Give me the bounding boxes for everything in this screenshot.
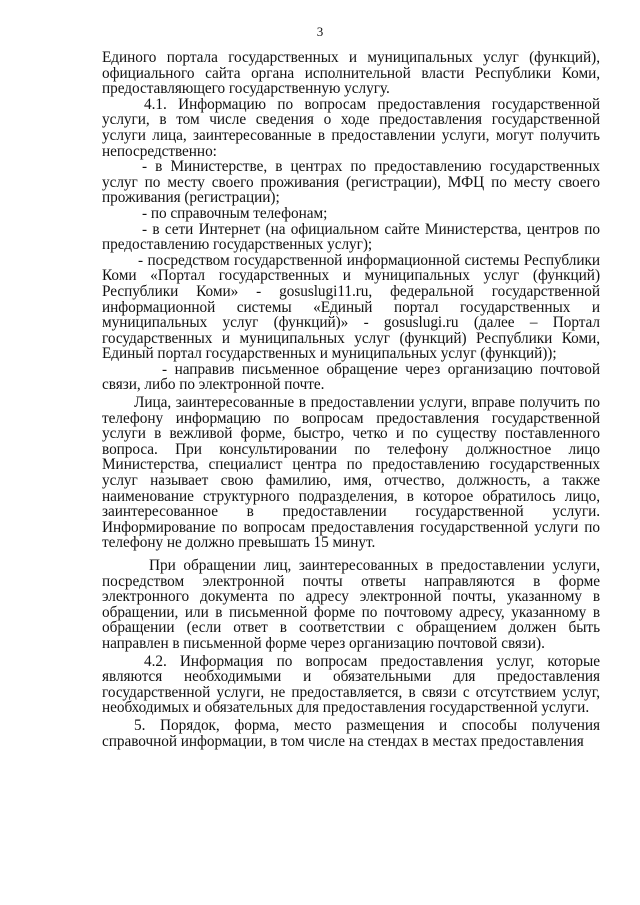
paragraph-4-1: 4.1. Информацию по вопросам предоставления государственной услуги, в том числе сведения о ходе предоставления государственной услуги лица, заинтересованные в предоставлении услуги, могут получить непосредственно: [102, 95, 600, 160]
page-number: 3 [316, 24, 324, 39]
list-item-ministry: - в Министерстве, в центрах по предоставлению государственных услуг по месту своего проживания (регистрации), МФЦ по месту своего проживания (регистрации); [102, 158, 600, 207]
list-item-portal: - посредством государственной информационной системы Республики Коми «Портал государственных и муниципальных услуг (функций) Республики Коми» - gosuslugi11.ru, федеральной государственной информационной системы «Единый портал государственных и муниципальных услуг (функций)» - gosuslugi.ru (далее – Портал государственных и муниципальных услуг (функций) Республики Коми, Единый портал государственных и муниципальных услуг (функций)); [102, 251, 600, 363]
paragraph-4-2: 4.2. Информация по вопросам предоставления услуг, которые являются необходимыми и обязательными для предоставления государственной услуги, не предоставляется, в связи с отсутствием услуг, необходимых и обязательных для предоставления государственной услуги. [102, 652, 600, 717]
paragraph-phone-consulting: Лица, заинтересованные в предоставлении услуги, вправе получить по телефону информацию по вопросам предоставления государственной услуги в вежливой форме, быстро, четко и по существу поставленного вопроса. При консультировании по телефону должностное лицо Министерства, специалист центра по предоставлению государственных услуг называет свою фамилию, имя, отчество, должность, а также наименование структурного подразделения, в которое обратилось лицо, заинтересованное в предоставлении государственной услуги. Информирование по вопросам предоставления государственной услуги по телефону не должно превышать 15 минут. [102, 394, 600, 552]
list-item-mail: - направив письменное обращение через организацию почтовой связи, либо по электронной почте. [102, 360, 600, 394]
list-item-internet: - в сети Интернет (на официальном сайте Министерства, центров по предоставлению государственных услуг); [102, 220, 600, 254]
paragraph-portal-continuation: Единого портала государственных и муниципальных услуг (функций), официального сайта органа исполнительной власти Республики Коми, предоставляющего государственную услугу. [102, 49, 600, 98]
paragraph-5: 5. Порядок, форма, место размещения и способы получения справочной информации, в том числе на стендах в местах предоставления [102, 716, 600, 750]
document-body [102, 50, 600, 749]
paragraph-email-requests: При обращении лиц, заинтересованных в предоставлении услуги, посредством электронной почты ответы направляются в форме электронного документа по адресу электронной почты, указанному в обращении, или в письменной форме по почтовому адресу, указанному в обращении (если ответ в соответствии с обращением должен быть направлен в письменной форме через организацию почтовой связи). [102, 557, 600, 652]
list-item-phones: - по справочным телефонам; [142, 204, 328, 222]
